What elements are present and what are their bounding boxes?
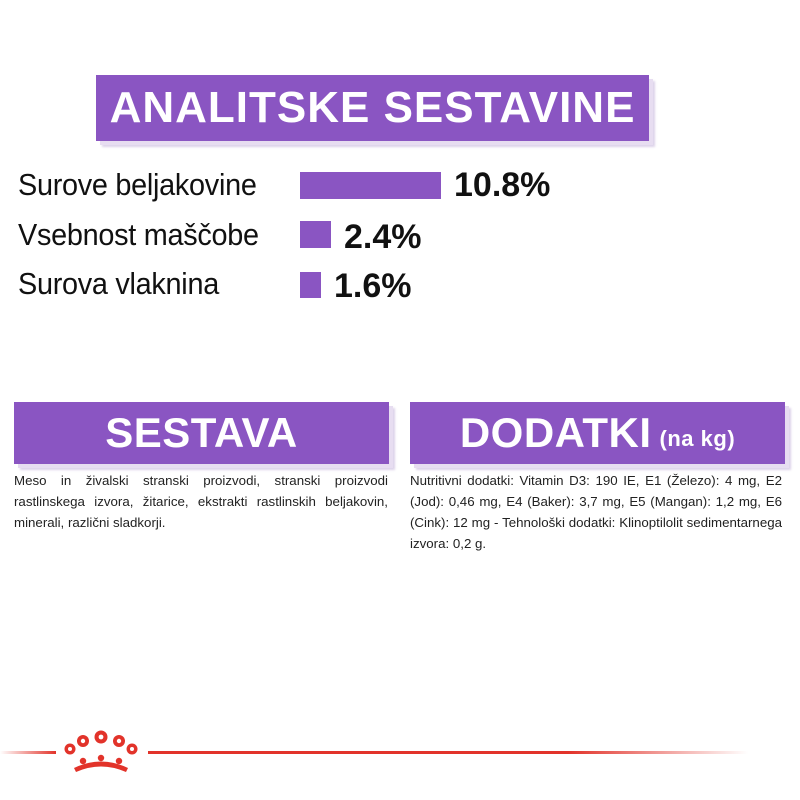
nutrient-row-protein — [18, 163, 618, 207]
nutrient-value: 10.8% — [454, 166, 551, 204]
nutrient-label: Surove beljakovine — [18, 167, 257, 202]
analytical-banner — [96, 75, 649, 141]
footer-line-left — [0, 751, 56, 754]
additives-banner — [410, 402, 785, 464]
composition-banner — [14, 402, 389, 464]
nutrient-bar — [300, 272, 321, 298]
analytical-title: ANALITSKE SESTAVINE — [109, 83, 636, 132]
additives-heading — [410, 402, 785, 464]
nutrient-label: Surova vlaknina — [18, 266, 219, 301]
crown-icon — [56, 728, 146, 774]
composition-text: Meso in živalski stranski proizvodi, stranski proizvodi rastlinskega izvora, žitarice, ekstrakti rastlinskih beljakovin, minerali, različni sladkorji. — [14, 473, 388, 530]
nutrient-row-fat — [18, 213, 618, 257]
nutrient-value: 1.6% — [334, 267, 412, 305]
nutrient-label: Vsebnost maščobe — [18, 217, 259, 252]
nutrient-value: 2.4% — [344, 218, 422, 256]
nutrient-bar — [300, 221, 331, 248]
additives-unit: (na kg) — [659, 426, 736, 451]
additives-text: Nutritivni dodatki: Vitamin D3: 190 IE, E1 (Železo): 4 mg, E2 (Jod): 0,46 mg, E4 (Baker): 3,7 mg, E5 (Mangan): 1,2 mg, E6 (Cink): 12 mg - Tehnološki dodatki: Klinoptilolit sedimentarnega izvora: 0,2 g. — [410, 473, 782, 551]
additives-title: DODATKI — [459, 409, 652, 456]
nutrient-row-fibre — [18, 262, 618, 306]
footer-line-right — [148, 751, 748, 754]
nutrient-bar — [300, 172, 441, 199]
composition-title: SESTAVA — [105, 409, 298, 456]
